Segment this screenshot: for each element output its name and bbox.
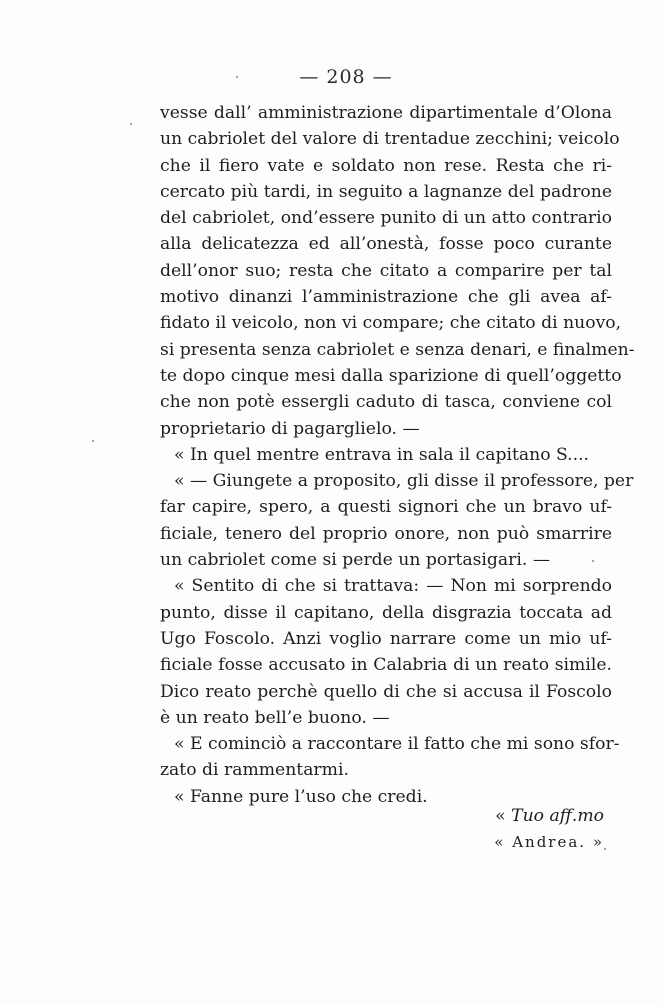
text-line: punto, disse il capitano, della disgrazia toccata ad xyxy=(160,602,612,623)
text-line: te dopo cinque mesi dalla sparizione di quell’oggetto xyxy=(160,365,622,386)
text-line: Dico reato perchè quello di che si accusa il Foscolo xyxy=(160,681,612,702)
text-line: alla delicatezza ed all’onestà, fosse poco curante xyxy=(160,234,612,255)
text-line: far capire, spero, a questi signori che un bravo uf- xyxy=(160,497,612,518)
text-line: cercato più tardi, in seguito a lagnanze del padrone xyxy=(160,181,612,202)
text-line: ficiale fosse accusato in Calabria di un reato simile. xyxy=(160,655,612,676)
text-line: Ugo Foscolo. Anzi voglio narrare come un mio uf- xyxy=(160,628,612,649)
signature-closing xyxy=(160,803,604,829)
text-line: « In quel mentre entrava in sala il capitano S.... xyxy=(174,444,590,465)
body-text xyxy=(160,100,635,810)
text-line: « Sentito di che si trattava: — Non mi sorprendo xyxy=(174,576,612,597)
text-line: dell’onor suo; resta che citato a comparire per tal xyxy=(160,260,612,281)
signature-quote-mark: « xyxy=(495,806,506,826)
text-line: che non potè essergli caduto di tasca, conviene col xyxy=(160,392,612,413)
text-line: motivo dinanzi l’amministrazione che gli avea af- xyxy=(160,287,612,308)
text-line: si presenta senza cabriolet e senza denari, e finalmen- xyxy=(160,339,635,360)
text-line: un cabriolet come si perde un portasigari. — xyxy=(160,550,551,571)
paper-speck xyxy=(604,848,606,850)
page-number: — 208 — xyxy=(299,66,393,88)
signature-name: « Andrea. » xyxy=(494,833,604,851)
text-line: zato di rammentarmi. xyxy=(160,760,349,781)
text-line: del cabriolet, ond’essere punito di un atto contrario xyxy=(160,208,612,229)
text-line: vesse dall’ amministrazione dipartimentale d’Olona xyxy=(160,103,612,123)
paper-speck xyxy=(92,440,94,442)
text-line: è un reato bell’e buono. — xyxy=(160,707,390,728)
text-line: « E cominciò a raccontare il fatto che mi sono sfor- xyxy=(174,734,620,755)
text-line: un cabriolet del valore di trentadue zecchini; veicolo xyxy=(160,129,620,150)
text-line: proprietario di pagarglielo. — xyxy=(160,418,420,439)
text-line: che il fiero vate e soldato non rese. Resta che ri- xyxy=(160,155,612,176)
paper-speck xyxy=(130,123,132,125)
signature-closing-text: Tuo aff.mo xyxy=(511,806,604,826)
paper-speck xyxy=(592,560,594,562)
text-line: fidato il veicolo, non vi compare; che citato di nuovo, xyxy=(160,313,622,334)
text-line: ficiale, tenero del proprio onore, non può smarrire xyxy=(160,523,612,544)
text-line: « — Giungete a proposito, gli disse il professore, per xyxy=(174,471,634,492)
text-line: « Fanne pure l’uso che credi. xyxy=(174,786,428,807)
paper-speck xyxy=(236,76,238,78)
